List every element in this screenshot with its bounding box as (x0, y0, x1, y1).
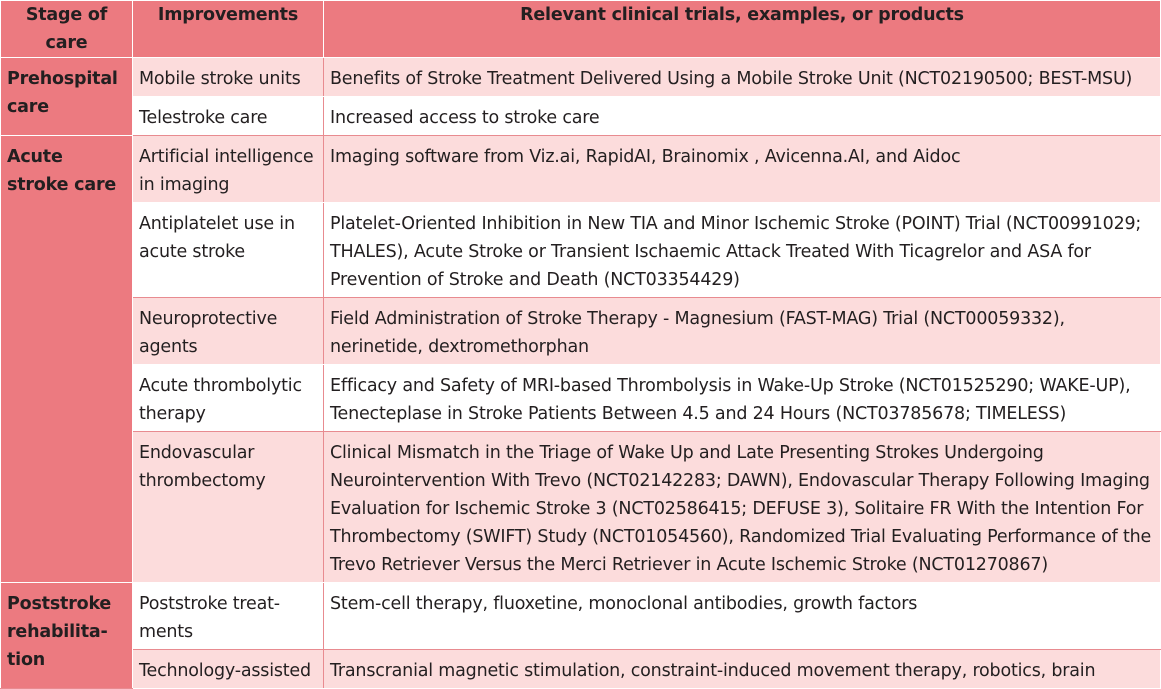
trials-cell: Efficacy and Safety of MRI-based Thrombolysis in Wake-Up Stroke (NCT01525290; WAKE-UP), Tenecteplase in Stroke Patients Between 4.5 and 24 Hours (NCT03785678; TIMELESS) (324, 365, 1161, 432)
improvement-cell: Telestroke care (133, 97, 324, 136)
trials-cell: Benefits of Stroke Treatment Delivered Using a Mobile Stroke Unit (NCT02190500; BEST-MSU) (324, 58, 1161, 97)
table-row (1, 432, 1161, 583)
trials-cell: Transcranial magnetic stimulation, constraint-induced movement therapy, robotics, brain (324, 650, 1161, 689)
improvement-cell: Poststroke treat-ments (133, 583, 324, 650)
improvement-cell: Endovascular thrombectomy (133, 432, 324, 583)
improvement-cell: Artificial intelligence in imaging (133, 136, 324, 203)
improvement-cell: Technology-assisted (133, 650, 324, 689)
improvement-cell: Mobile stroke units (133, 58, 324, 97)
trials-cell: Stem-cell therapy, fluoxetine, monoclonal antibodies, growth factors (324, 583, 1161, 650)
table-row (1, 58, 1161, 97)
table-row (1, 583, 1161, 650)
header-improvements: Improvements (133, 1, 324, 58)
table-row (1, 650, 1161, 689)
trials-cell: Imaging software from Viz.ai, RapidAI, Brainomix , Avicenna.AI, and Aidoc (324, 136, 1161, 203)
header-row (1, 1, 1161, 58)
header-relevant-trials: Relevant clinical trials, examples, or products (324, 1, 1161, 58)
improvement-cell: Neuroprotective agents (133, 298, 324, 365)
improvement-cell: Acute thrombolytic therapy (133, 365, 324, 432)
table-row (1, 298, 1161, 365)
stage-prehospital-care: Prehospital care (1, 58, 133, 136)
trials-cell: Increased access to stroke care (324, 97, 1161, 136)
stage-acute-stroke-care: Acute stroke care (1, 136, 133, 583)
header-stage-of-care: Stage of care (1, 1, 133, 58)
table-row (1, 203, 1161, 298)
table-row (1, 97, 1161, 136)
trials-cell: Field Administration of Stroke Therapy - Magnesium (FAST-MAG) Trial (NCT00059332), nerinetide, dextromethorphan (324, 298, 1161, 365)
improvement-cell: Antiplatelet use in acute stroke (133, 203, 324, 298)
trials-cell: Platelet-Oriented Inhibition in New TIA and Minor Ischemic Stroke (POINT) Trial (NCT00991029; THALES), Acute Stroke or Transient Ischaemic Attack Treated With Ticagrelor and ASA for Prevention of Stroke and Death (NCT03354429) (324, 203, 1161, 298)
table-header (1, 1, 1161, 58)
table-row (1, 365, 1161, 432)
table-body (1, 58, 1161, 689)
stage-poststroke-rehabilitation: Poststroke rehabilita-tion (1, 583, 133, 689)
trials-cell: Clinical Mismatch in the Triage of Wake Up and Late Presenting Strokes Undergoing Neurointervention With Trevo (NCT02142283; DAWN), Endovascular Therapy Following Imaging Evaluation for Ischemic Stroke 3 (NCT02586415; DEFUSE 3), Solitaire FR With the Intention For Thrombectomy (SWIFT) Study (NCT01054560), Randomized Trial Evaluating Performance of the Trevo Retriever Versus the Merci Retriever in Acute Ischemic Stroke (NCT01270867) (324, 432, 1161, 583)
table-row (1, 136, 1161, 203)
